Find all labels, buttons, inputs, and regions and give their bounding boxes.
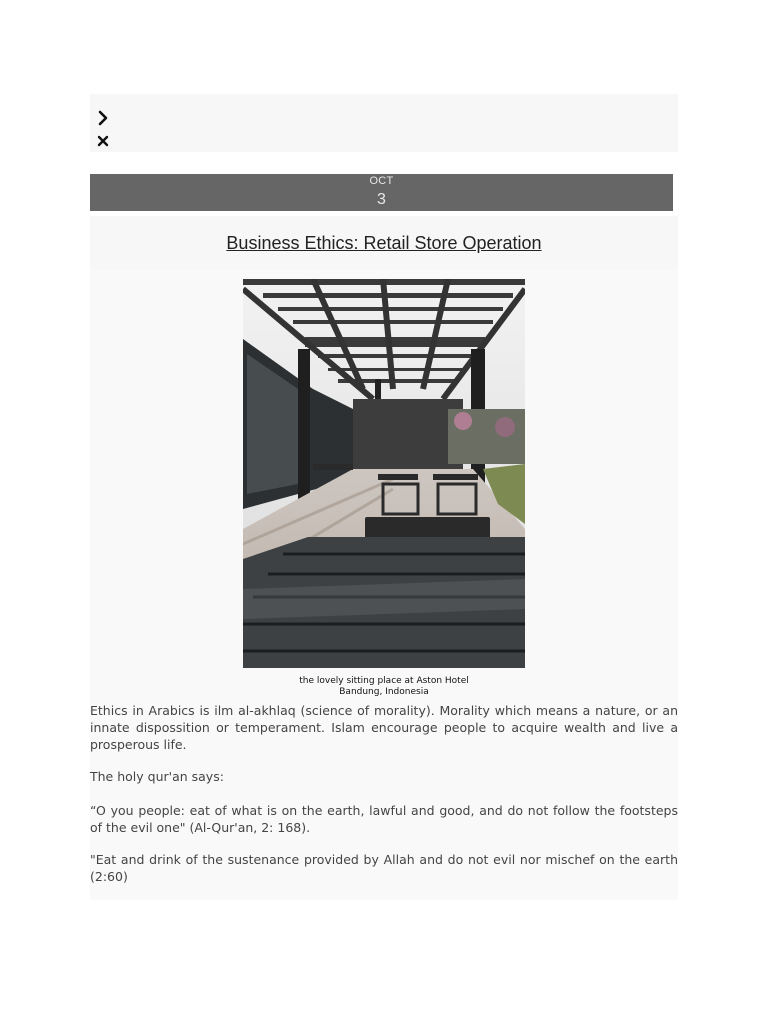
chevron-right-icon[interactable] [95,110,111,126]
post-body [90,270,678,900]
post-title-box [90,216,678,270]
paragraph-quote-1: “O you people: eat of what is on the earth, lawful and good, and do not follow the footsteps of the evil one" (Al-Qur'an, 2: 168). [90,803,678,835]
close-icon[interactable] [95,133,111,149]
image-caption-line-1: the lovely sitting place at Aston Hotel [299,676,469,686]
post-date-month: OCT [369,175,394,187]
hotel-terrace-photo [243,279,525,668]
paragraph-ethics-definition: Ethics in Arabics is ilm al-akhlaq (science of morality). Morality which means a nature, or an innate dispossition or temperament. Islam encourage people to acquire wealth and live a prosperous life. [90,703,678,752]
post-date-day: 3 [377,191,386,208]
hotel-terrace-illustration [243,279,525,668]
post-title[interactable]: Business Ethics: Retail Store Operation [226,233,542,253]
post-date [90,174,673,211]
paragraph-quote-2: "Eat and drink of the sustenance provided by Allah and do not evil nor mischef on the earth (2:60) [90,852,678,884]
slide-nav-bar [90,94,678,152]
paragraph-quran-intro: The holy qur'an says: [90,769,224,784]
image-caption-line-2: Bandung, Indonesia [339,687,429,697]
